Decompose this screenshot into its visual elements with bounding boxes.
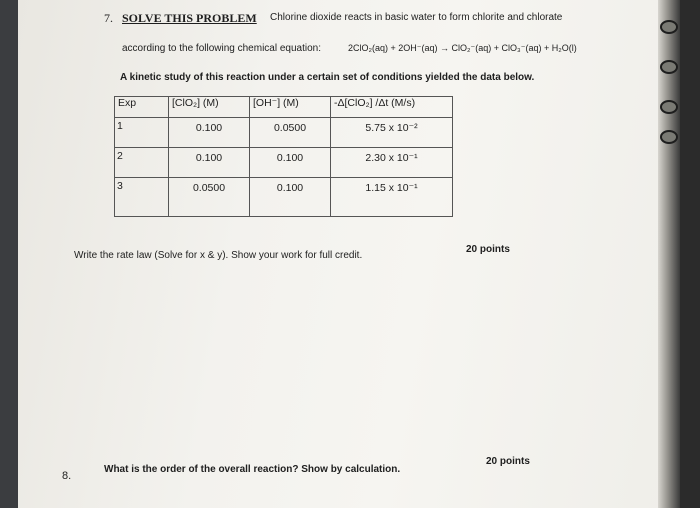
cell-rate: 1.15 x 10⁻¹ (331, 178, 453, 217)
q7-heading: SOLVE THIS PROBLEM (122, 11, 257, 25)
header-exp: Exp (115, 97, 169, 118)
cell-rate: 5.75 x 10⁻² (331, 118, 453, 148)
cell-oh: 0.0500 (250, 118, 331, 148)
cell-clo2: 0.100 (169, 118, 250, 148)
q7-equation: 2ClO₂(aq) + 2OH⁻(aq) → ClO₂⁻(aq) + ClO₃⁻(aq) + H₂O(l) (348, 43, 577, 53)
q8-points: 20 points (486, 456, 530, 467)
binder-ring (660, 100, 678, 114)
table-header-row (115, 97, 453, 118)
table-row (115, 148, 453, 178)
q7-equation-lead: according to the following chemical equation: (122, 43, 322, 54)
rate-data-table (114, 96, 453, 217)
q7-intro: Chlorine dioxide reacts in basic water to form chlorite and chlorate (270, 12, 563, 23)
q8-number: 8. (62, 470, 72, 482)
cell-clo2: 0.0500 (169, 178, 250, 217)
table-row (115, 118, 453, 148)
cell-exp: 1 (115, 118, 169, 148)
header-oh: [OH⁻] (M) (250, 97, 331, 118)
q7-task: Write the rate law (Solve for x & y). Show your work for full credit. (74, 250, 363, 261)
binder-ring (660, 60, 678, 74)
header-rate: -Δ[ClO₂] /Δt (M/s) (331, 97, 453, 118)
q7-number: 7. (104, 11, 113, 25)
q7-kinetic-note: A kinetic study of this reaction under a certain set of conditions yielded the data below. (120, 72, 535, 83)
worksheet-page (18, 0, 680, 508)
desk-left-edge (0, 0, 18, 508)
cell-oh: 0.100 (250, 148, 331, 178)
q7-points: 20 points (466, 244, 510, 255)
header-clo2: [ClO₂] (M) (169, 97, 250, 118)
table-row (115, 178, 453, 217)
cell-exp: 3 (115, 178, 169, 217)
cell-clo2: 0.100 (169, 148, 250, 178)
binder-edge (658, 0, 680, 508)
binder-ring (660, 130, 678, 144)
binder-ring (660, 20, 678, 34)
cell-rate: 2.30 x 10⁻¹ (331, 148, 453, 178)
cell-oh: 0.100 (250, 178, 331, 217)
q8-task: What is the order of the overall reaction? Show by calculation. (104, 464, 401, 475)
cell-exp: 2 (115, 148, 169, 178)
